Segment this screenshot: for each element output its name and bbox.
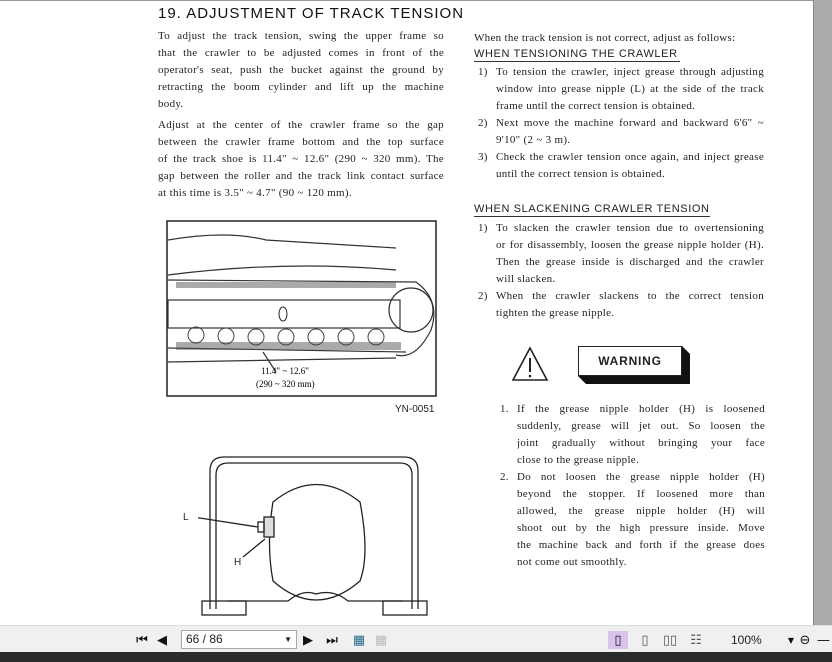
page-number-input[interactable] xyxy=(181,630,297,649)
text-line: To tension the crawler, inject grease through adjusting xyxy=(496,66,764,78)
status-bar xyxy=(0,652,832,662)
text-line: close to the grease nipple. xyxy=(517,454,640,466)
text-line: or for disassembly, loosen the grease nipple holder (H). xyxy=(496,239,764,251)
warning-triangle-icon xyxy=(510,345,550,383)
text-line: the machine back and forth if the grease does xyxy=(517,539,765,551)
intro-text xyxy=(474,30,760,47)
text-line: shoot out by the high pressure inside. Move xyxy=(517,522,765,534)
item-number: 1) xyxy=(478,66,488,78)
text-line: between the crawler frame bottom and the top surface xyxy=(158,136,444,148)
text-line: until the correct tension is obtained. xyxy=(496,168,666,180)
text-line: joint gradually without bringing your face xyxy=(517,437,765,449)
item-text xyxy=(496,288,764,322)
intro-line: When the track tension is not correct, adjust as follows: xyxy=(474,32,736,44)
text-line: operator's seat, push the bucket against the ground by xyxy=(158,64,444,76)
zoom-slider[interactable]: — xyxy=(817,632,830,648)
item-text xyxy=(517,469,765,571)
text-line: Do not loosen the grease nipple holder (H) xyxy=(517,471,765,483)
item-number: 1. xyxy=(500,403,509,415)
prev-page-icon[interactable]: ◀ xyxy=(157,632,167,648)
section-title: 19. ADJUSTMENT OF TRACK TENSION xyxy=(158,5,465,22)
text-line: Next move the machine forward and backward 6'6" ~ xyxy=(496,117,764,129)
dimension-label-inches: 11.4" ~ 12.6" xyxy=(261,366,309,376)
paste-page-icon[interactable]: ▦ xyxy=(374,632,388,648)
text-line: not come out smoothly. xyxy=(517,556,627,568)
text-line: Check the crawler tension once again, and inject grease xyxy=(496,151,764,163)
text-line: suddenly, grease will jet out. So loosen the xyxy=(517,420,765,432)
vertical-scrollbar[interactable] xyxy=(813,0,832,625)
text-line: To slacken the crawler tension due to overtensioning xyxy=(496,222,764,234)
text-line: that the crawler to be adjusted comes in front of the xyxy=(158,47,444,59)
item-text xyxy=(496,64,764,115)
text-line: To adjust the track tension, swing the upper frame so xyxy=(158,30,444,42)
zoom-level[interactable]: 100% xyxy=(731,633,762,647)
next-page-icon[interactable]: ▶ xyxy=(303,632,313,648)
slacken-heading: WHEN SLACKENING CRAWLER TENSION xyxy=(474,203,710,215)
warning-label: WARNING xyxy=(578,346,682,376)
copy-page-icon[interactable]: ▦ xyxy=(352,632,366,648)
text-line: body. xyxy=(158,98,184,110)
two-page-continuous-icon[interactable]: ☷ xyxy=(690,632,702,648)
item-text xyxy=(496,149,764,183)
text-line: If the grease nipple holder (H) is loosened xyxy=(517,403,765,415)
text-line: window into grease nipple (L) at the side of the track xyxy=(496,83,764,95)
grease-nipple-figure xyxy=(198,449,432,621)
dimension-label-mm: (290 ~ 320 mm) xyxy=(256,379,315,389)
last-page-icon[interactable]: ⏭ xyxy=(326,632,338,648)
continuous-icon[interactable]: ▯ xyxy=(641,632,649,648)
text-line: retracting the boom cylinder and lift up the machine xyxy=(158,81,444,93)
text-line: When the crawler slackens to the correct tension xyxy=(496,290,764,302)
label-l: L xyxy=(183,512,189,523)
zoom-out-icon[interactable]: ⊖ xyxy=(799,632,811,648)
text-line: gap between the roller and the track link contact surface xyxy=(158,170,444,182)
text-line: at this time is 3.5" ~ 4.7" (90 ~ 120 mm). xyxy=(158,187,352,199)
item-number: 3) xyxy=(478,151,488,163)
left-paragraph-2 xyxy=(158,117,444,202)
text-line: of the track shoe is 11.4" ~ 12.6" (290 ~ 320 mm). The xyxy=(158,153,444,165)
item-number: 2) xyxy=(478,290,488,302)
figure-code: YN-0051 xyxy=(395,404,435,415)
first-page-icon[interactable]: ⏮ xyxy=(136,632,148,648)
zoom-dropdown-icon[interactable]: ▼ xyxy=(787,635,795,645)
label-h: H xyxy=(234,557,242,568)
text-line: allowed, the grease nipple holder (H) will xyxy=(517,505,765,517)
text-line: Adjust at the center of the crawler frame so the gap xyxy=(158,119,444,131)
item-number: 1) xyxy=(478,222,488,234)
page-number-value: 66 / 86 xyxy=(186,632,223,646)
item-number: 2. xyxy=(500,471,509,483)
text-line: frame until the correct tension is obtained. xyxy=(496,100,696,112)
single-page-icon[interactable]: ▯ xyxy=(608,631,628,649)
text-line: will slacken. xyxy=(496,273,556,285)
text-line: 9'10" (2 ~ 3 m). xyxy=(496,134,571,146)
chevron-down-icon[interactable]: ▼ xyxy=(284,635,292,644)
item-number: 2) xyxy=(478,117,488,129)
item-text xyxy=(496,115,764,149)
text-line: beyond the stopper. If loosened more than xyxy=(517,488,765,500)
warning-box xyxy=(578,346,692,383)
left-paragraph-1 xyxy=(158,28,444,113)
viewer-toolbar xyxy=(0,625,832,652)
tension-heading: WHEN TENSIONING THE CRAWLER xyxy=(474,48,680,62)
two-page-icon[interactable]: ▯▯ xyxy=(662,632,678,648)
item-text xyxy=(517,401,765,469)
crawler-track-figure xyxy=(166,220,438,398)
text-line: tighten the grease nipple. xyxy=(496,307,615,319)
text-line: Then the grease inside is discharged and the crawler xyxy=(496,256,764,268)
item-text xyxy=(496,220,764,288)
